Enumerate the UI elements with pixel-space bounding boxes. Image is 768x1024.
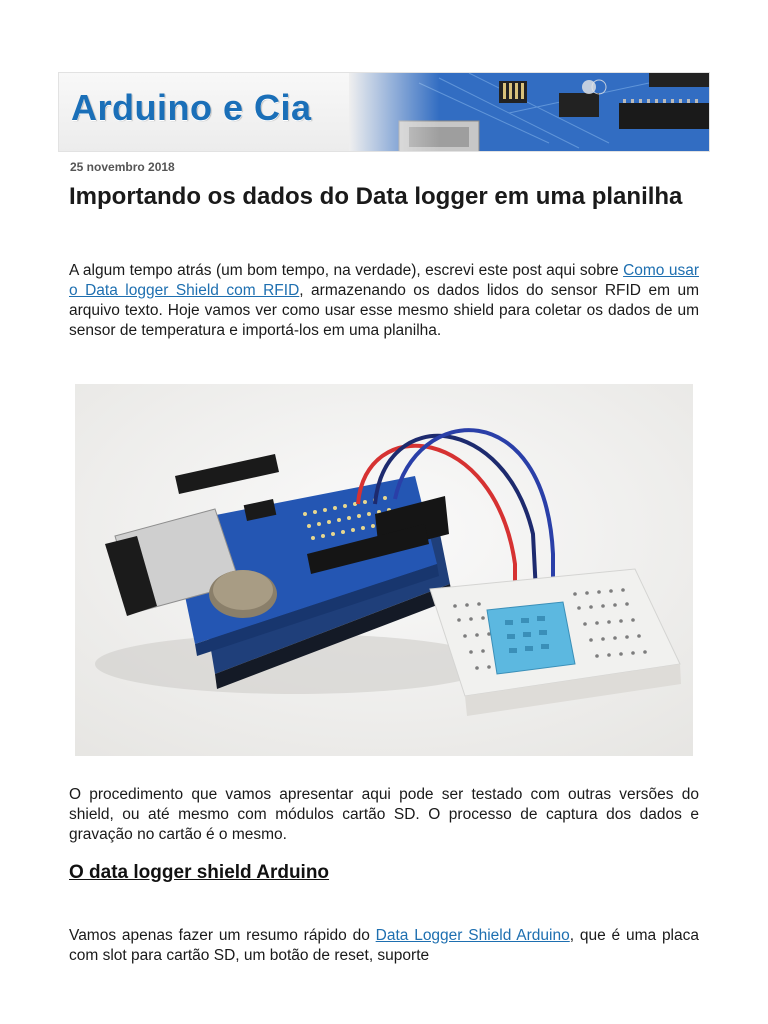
section-heading: O data logger shield Arduino — [69, 862, 330, 883]
summary-paragraph — [69, 926, 699, 966]
rfid-post-link[interactable]: Como usar o Data logger Shield com RFID — [69, 262, 699, 299]
blog-header-banner[interactable] — [58, 72, 710, 152]
summary-text-after-link: , que é uma placa com slot para cartão SD, um botão de reset, suporte — [69, 927, 699, 964]
summary-text-before-link: Vamos apenas fazer um resumo rápido do — [69, 927, 376, 944]
arduino-board-banner-image — [349, 73, 710, 152]
procedure-paragraph: O procedimento que vamos apresentar aqui pode ser testado com outras versões do shield, ou até mesmo com módulos cartão SD. O processo de captura dos dados e gravação no cartão é o mesmo. — [69, 786, 699, 843]
intro-text-after-link: , armazenando os dados lidos do sensor RFID em um arquivo texto. Hoje vamos ver como usar esse mesmo shield para coletar os dados de um sensor de temperatura e importá-los em uma planilha. — [69, 282, 699, 339]
post-date: 25 novembro 2018 — [70, 160, 175, 174]
post-title: Importando os dados do Data logger em uma planilha — [69, 183, 683, 210]
blog-title[interactable]: Arduino e Cia — [71, 87, 312, 128]
intro-text-before-link: A algum tempo atrás (um bom tempo, na verdade), escrevi este post aqui sobre — [69, 262, 624, 279]
data-logger-shield-photo — [75, 384, 693, 756]
data-logger-shield-link[interactable]: Data Logger Shield Arduino — [375, 927, 570, 944]
intro-paragraph — [69, 261, 699, 341]
